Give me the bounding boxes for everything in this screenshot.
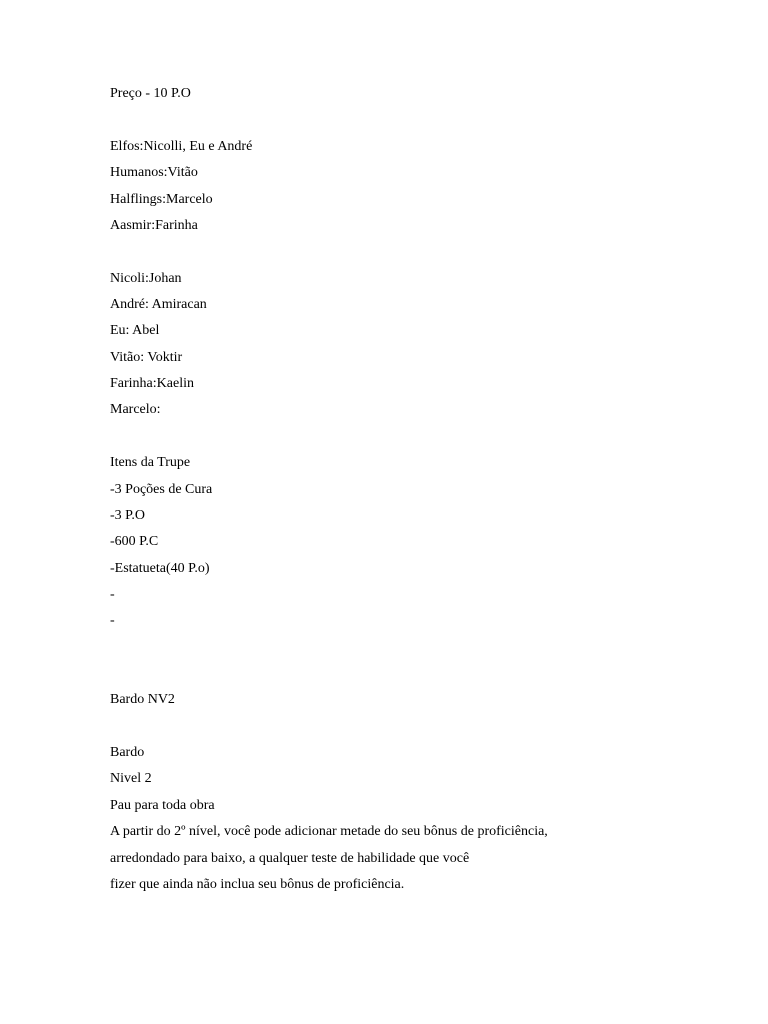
- bard-level: Nivel 2: [110, 771, 152, 786]
- character-line: Vitão: Voktir: [110, 350, 183, 365]
- character-line: Marcelo:: [110, 402, 161, 417]
- character-line: André: Amiracan: [110, 297, 207, 312]
- price-line: Preço - 10 P.O: [110, 86, 191, 101]
- item-line: -: [110, 587, 115, 602]
- character-line: Farinha:Kaelin: [110, 376, 194, 391]
- character-line: Eu: Abel: [110, 323, 160, 338]
- item-line: -3 P.O: [110, 508, 146, 523]
- feature-text-line: A partir do 2º nível, você pode adicionar metade do seu bônus de proficiência,: [110, 824, 548, 839]
- race-line-humans: Humanos:Vitão: [110, 165, 198, 180]
- race-line-halflings: Halflings:Marcelo: [110, 192, 213, 207]
- item-line: -: [110, 613, 115, 628]
- feature-text-line: fizer que ainda não inclua seu bônus de proficiência.: [110, 877, 405, 892]
- feature-text-line: arredondado para baixo, a qualquer teste de habilidade que você: [110, 851, 470, 866]
- items-title: Itens da Trupe: [110, 455, 191, 470]
- item-line: -Estatueta(40 P.o): [110, 561, 210, 576]
- race-line-elves: Elfos:Nicolli, Eu e André: [110, 139, 253, 154]
- character-line: Nicoli:Johan: [110, 271, 182, 286]
- bard-class: Bardo: [110, 745, 145, 760]
- race-line-aasmir: Aasmir:Farinha: [110, 218, 198, 233]
- item-line: -600 P.C: [110, 534, 159, 549]
- feature-name: Pau para toda obra: [110, 798, 215, 813]
- item-line: -3 Poções de Cura: [110, 482, 213, 497]
- bard-heading: Bardo NV2: [110, 692, 175, 707]
